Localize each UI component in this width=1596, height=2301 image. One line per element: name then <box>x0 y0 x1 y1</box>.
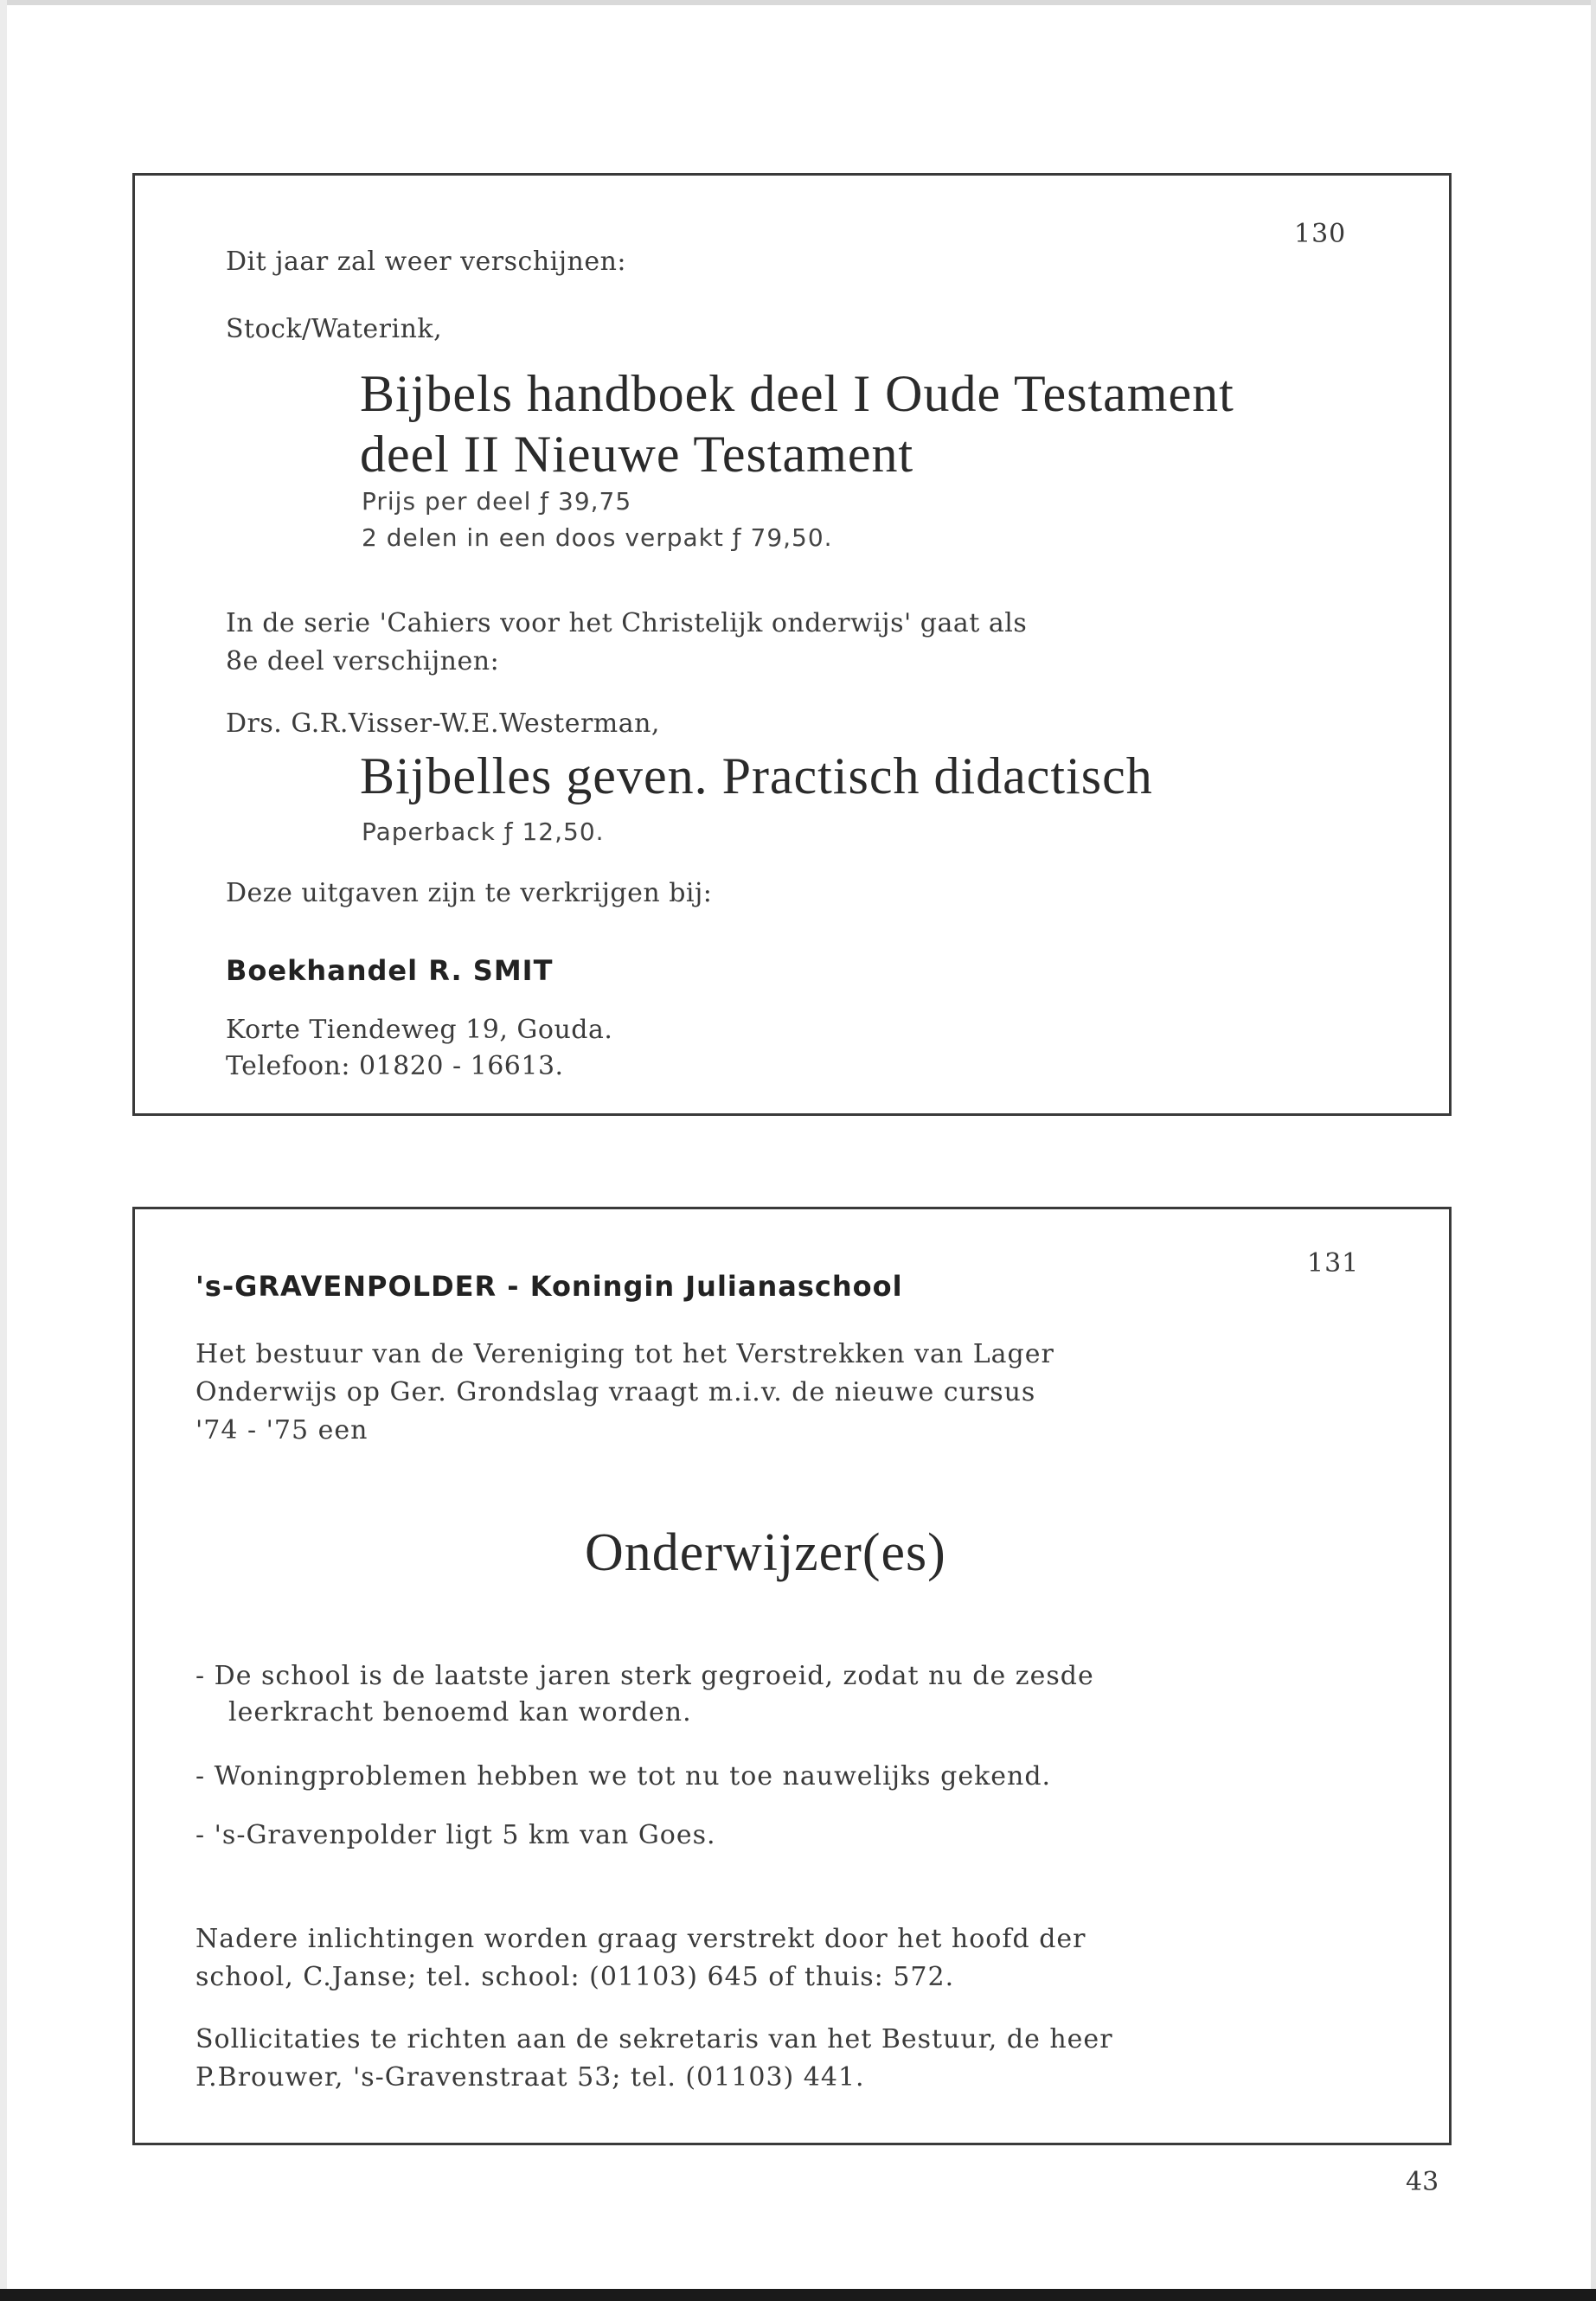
bullet-1-line1: - De school is de laatste jaren sterk gegroeid, zodat nu de zesde <box>195 1661 1094 1691</box>
school-header: 's-GRAVENPOLDER - Koningin Julianaschool <box>195 1270 903 1303</box>
intro-line2: Onderwijs op Ger. Grondslag vraagt m.i.v. de nieuwe cursus <box>195 1377 1036 1407</box>
scan-left-edge <box>0 0 7 2301</box>
price-boxed-set: 2 delen in een doos verpakt ƒ 79,50. <box>362 523 833 552</box>
apply-line2: P.Brouwer, 's-Gravenstraat 53; tel. (01103) 441. <box>195 2062 865 2093</box>
series-text-line2: 8e deel verschijnen: <box>226 646 500 676</box>
shop-address: Korte Tiendeweg 19, Gouda. <box>226 1015 613 1045</box>
authors-text-2: Drs. G.R.Visser-W.E.Westerman, <box>226 708 660 739</box>
page-number: 43 <box>1406 2167 1439 2197</box>
apply-line1: Sollicitaties te richten aan de sekretaris van het Bestuur, de heer <box>195 2024 1113 2054</box>
position-title: Onderwijzer(es) <box>585 1523 946 1582</box>
availability-text: Deze uitgaven zijn te verkrijgen bij: <box>226 878 713 908</box>
intro-line1: Het bestuur van de Vereniging tot het Verstrekken van Lager <box>195 1339 1054 1369</box>
bullet-3: - 's-Gravenpolder ligt 5 km van Goes. <box>195 1820 716 1850</box>
book-title-line1: Bijbels handboek deel I Oude Testament <box>360 365 1234 422</box>
info-line1: Nadere inlichtingen worden graag verstrekt door het hoofd der <box>195 1924 1086 1954</box>
info-line2: school, C.Janse; tel. school: (01103) 645 of thuis: 572. <box>195 1962 955 1992</box>
price-paperback: Paperback ƒ 12,50. <box>362 817 605 846</box>
shop-name: Boekhandel R. SMIT <box>226 954 554 987</box>
bullet-1-line2: leerkracht benoemd kan worden. <box>228 1697 692 1727</box>
authors-text: Stock/Waterink, <box>226 314 443 344</box>
shop-phone: Telefoon: 01820 - 16613. <box>226 1051 564 1081</box>
book-title-2: Bijbelles geven. Practisch didactisch <box>360 747 1153 804</box>
price-per-volume: Prijs per deel ƒ 39,75 <box>362 487 632 516</box>
advertisement-131 <box>132 1207 1452 2145</box>
scan-bottom-edge <box>0 2289 1596 2301</box>
scan-top-edge <box>0 0 1596 5</box>
advertisement-130 <box>132 173 1452 1116</box>
bullet-2: - Woningproblemen hebben we tot nu toe nauwelijks gekend. <box>195 1761 1052 1791</box>
book-title-line2: deel II Nieuwe Testament <box>360 426 914 483</box>
series-text-line1: In de serie 'Cahiers voor het Christelijk onderwijs' gaat als <box>226 608 1028 638</box>
intro-text: Dit jaar zal weer verschijnen: <box>226 247 627 277</box>
intro-line3: '74 - '75 een <box>195 1415 369 1445</box>
scan-right-edge <box>1591 0 1596 2301</box>
ad-number: 130 <box>1294 219 1347 249</box>
ad-number: 131 <box>1307 1248 1360 1279</box>
